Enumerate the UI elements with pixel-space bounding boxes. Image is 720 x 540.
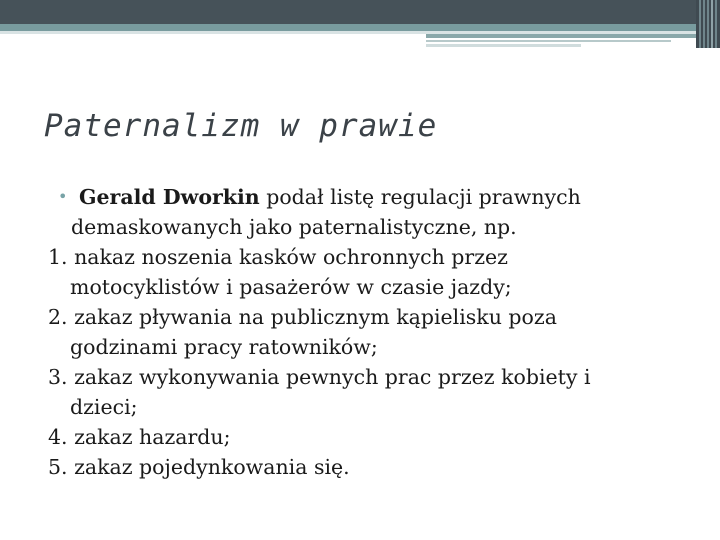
list-item-2: 2. zakaz pływania na publicznym kąpielisku poza <box>48 305 557 329</box>
list-item-1: 1. nakaz noszenia kasków ochronnych przez <box>48 245 508 269</box>
header-corner-stripe <box>699 0 701 48</box>
header-accent-line <box>426 44 581 47</box>
list-item-1-continuation: motocyklistów i pasażerów w czasie jazdy; <box>70 275 512 299</box>
list-item-5: 5. zakaz pojedynkowania się. <box>48 455 350 479</box>
list-item-4: 4. zakaz hazardu; <box>48 425 231 449</box>
list-item-3: 3. zakaz wykonywania pewnych prac przez kobiety i <box>48 365 591 389</box>
header-accent-line <box>426 40 671 42</box>
header-band-dark <box>0 0 720 24</box>
list-item-2-continuation: godzinami pracy ratowników; <box>70 335 378 359</box>
header-band-teal <box>0 24 720 31</box>
author-name: Gerald Dworkin <box>79 185 260 209</box>
bullet-text <box>79 185 581 209</box>
bullet-text-first: podał listę regulacji prawnych <box>259 185 581 209</box>
bullet-icon: • <box>58 187 68 206</box>
header-corner-stripe <box>703 0 705 48</box>
list-item-3-continuation: dzieci; <box>70 395 138 419</box>
header-accent-bar <box>426 34 720 38</box>
slide-title: Paternalizm w prawie <box>44 108 438 144</box>
header-corner-stripe <box>707 0 709 48</box>
header-corner-stripe <box>715 0 717 48</box>
slide-body <box>48 182 708 482</box>
header-corner-stripe <box>711 0 713 48</box>
bullet-item <box>48 182 708 212</box>
bullet-text-continuation: demaskowanych jako paternalistyczne, np. <box>71 215 517 239</box>
